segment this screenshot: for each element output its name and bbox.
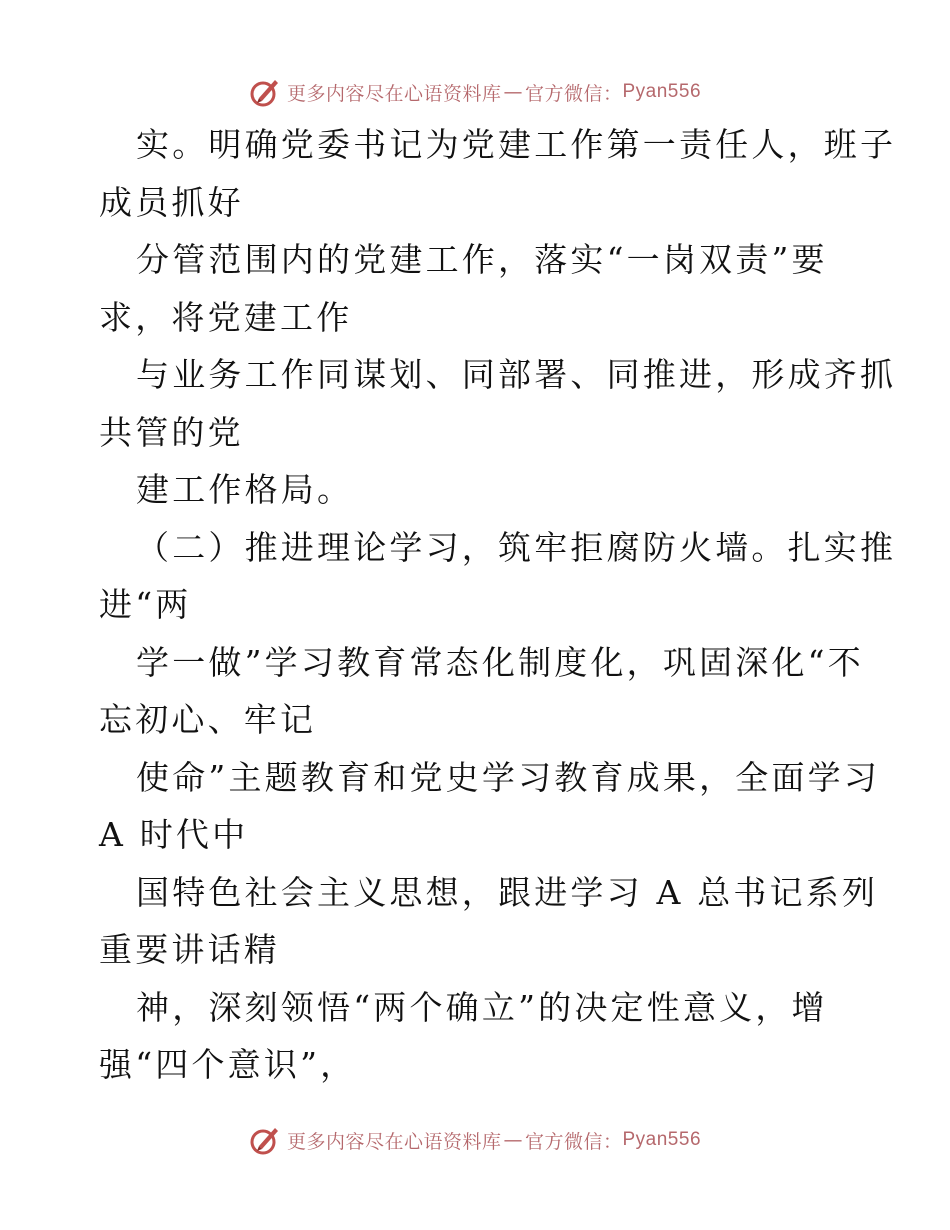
text-line: 学一做”学习教育常态化制度化，巩固深化“不 bbox=[136, 642, 864, 682]
text-line: 使命”主题教育和党史学习教育成果，全面学习 bbox=[136, 757, 881, 797]
text-line: 共管的党 bbox=[99, 412, 244, 452]
text-line: 重要讲话精 bbox=[99, 930, 280, 969]
text-line: 国特色社会主义思想，跟进学习 A 总书记系列 bbox=[136, 872, 879, 912]
text-line: （二）推进理论学习，筑牢拒腐防火墙。扎实推 bbox=[136, 527, 897, 567]
pen-logo-icon bbox=[249, 1124, 281, 1156]
watermark-label: 官方微信： bbox=[524, 1130, 623, 1153]
watermark-account: Pyan556 bbox=[622, 81, 702, 102]
text-line: 与业务工作同谋划、同部署、同推进，形成齐抓 bbox=[136, 355, 897, 394]
watermark-dash: — bbox=[503, 81, 523, 103]
text-line: 神，深刻领悟“两个确立”的决定性意义，增 bbox=[136, 987, 828, 1027]
text-line: 求，将党建工作 bbox=[99, 297, 353, 337]
document-body bbox=[99, 116, 897, 1094]
watermark-account: Pyan556 bbox=[622, 1129, 702, 1150]
watermark-header bbox=[0, 72, 950, 112]
watermark-dash: — bbox=[503, 1129, 523, 1151]
watermark-footer bbox=[0, 1120, 950, 1160]
text-line: A 时代中 bbox=[99, 815, 249, 854]
pen-logo-icon bbox=[249, 76, 281, 108]
watermark-label: 官方微信： bbox=[524, 82, 623, 105]
text-line: 强“四个意识”， bbox=[99, 1045, 357, 1084]
text-line: 建工作格局。 bbox=[136, 470, 354, 509]
text-line: 分管范围内的党建工作，落实“一岗双责”要 bbox=[136, 240, 828, 279]
text-line: 进“两 bbox=[99, 585, 192, 624]
watermark-main-text: 更多内容尽在心语资料库 bbox=[286, 82, 502, 105]
watermark-main-text: 更多内容尽在心语资料库 bbox=[286, 1130, 502, 1153]
text-line: 成员抓好 bbox=[99, 182, 244, 222]
text-line: 忘初心、牢记 bbox=[99, 700, 317, 739]
text-line: 实。明确党委书记为党建工作第一责任人，班子 bbox=[136, 125, 897, 164]
